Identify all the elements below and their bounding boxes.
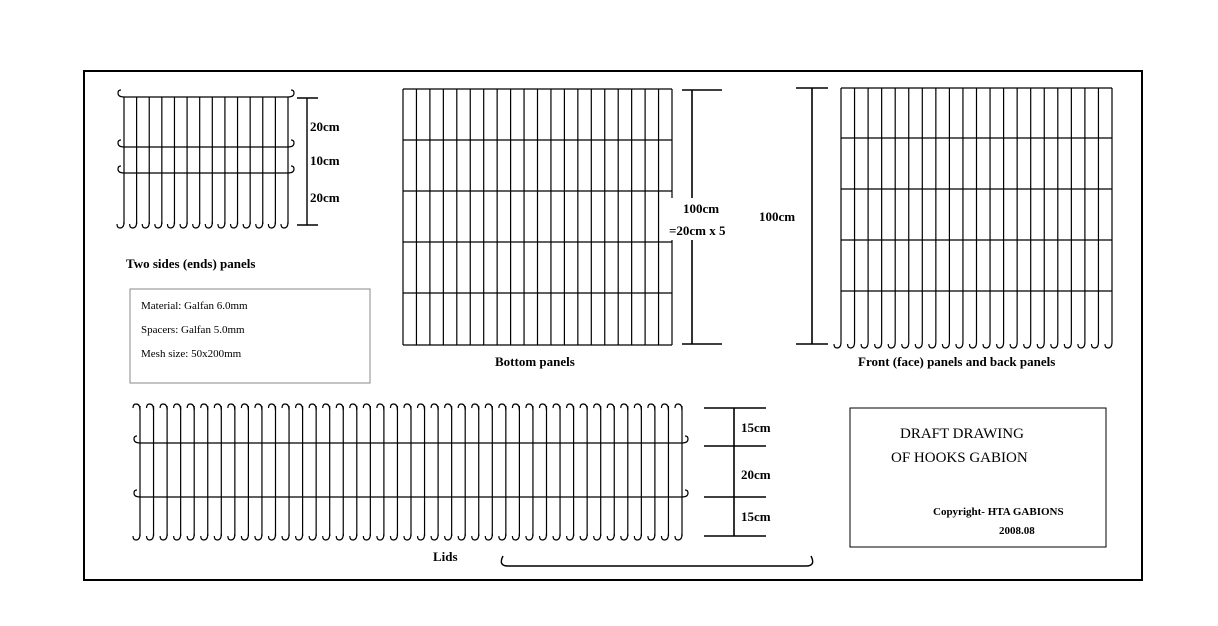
top-hook: [228, 404, 235, 410]
bottom-hook: [888, 342, 895, 348]
top-hook: [147, 404, 154, 410]
bottom-hook: [231, 222, 238, 228]
bottom-hook: [155, 222, 162, 228]
side-hook: [118, 166, 124, 173]
bottom-hook: [902, 342, 909, 348]
bottom-hook: [377, 534, 384, 540]
bottom-hook: [567, 534, 574, 540]
bottom-hook: [418, 534, 425, 540]
bottom-hook: [861, 342, 868, 348]
top-hook: [472, 404, 479, 410]
front-dim: 100cm: [759, 209, 796, 224]
bottom-hook: [1105, 342, 1112, 348]
top-hook: [187, 404, 194, 410]
bottom-hook: [997, 342, 1004, 348]
top-hook: [567, 404, 574, 410]
lids-caption: Lids: [433, 549, 458, 564]
bottom-hook: [956, 342, 963, 348]
bottom-hook: [296, 534, 303, 540]
spacer-bar: [501, 556, 812, 566]
bottom-hook: [218, 222, 225, 228]
top-hook: [296, 404, 303, 410]
top-hook: [458, 404, 465, 410]
top-hook: [282, 404, 289, 410]
bottom-hook: [390, 534, 397, 540]
bottom-hook: [1091, 342, 1098, 348]
side-hook: [682, 490, 688, 497]
top-hook: [241, 404, 248, 410]
bottom-hook: [241, 534, 248, 540]
bottom-panels-caption: Bottom panels: [495, 354, 575, 369]
bottom-hook: [350, 534, 357, 540]
bottom-hook: [499, 534, 506, 540]
bottom-hook: [133, 534, 140, 540]
top-hook: [404, 404, 411, 410]
title-line1: DRAFT DRAWING: [900, 426, 1024, 442]
bottom-hook: [193, 222, 200, 228]
top-hook: [174, 404, 181, 410]
top-hook: [540, 404, 547, 410]
bottom-hook: [205, 222, 212, 228]
bottom-dim-line1: 100cm: [683, 201, 720, 216]
top-hook: [526, 404, 533, 410]
bottom-hook: [255, 534, 262, 540]
bottom-hook: [269, 534, 276, 540]
top-hook: [580, 404, 587, 410]
bottom-hook: [243, 222, 250, 228]
top-hook: [377, 404, 384, 410]
top-hook: [255, 404, 262, 410]
bottom-hook: [363, 534, 370, 540]
bottom-hook: [1064, 342, 1071, 348]
bottom-hook: [942, 342, 949, 348]
title-line2: OF HOOKS GABION: [891, 450, 1028, 466]
bottom-hook: [431, 534, 438, 540]
bottom-hook: [160, 534, 167, 540]
top-hook: [336, 404, 343, 410]
bottom-hook: [1078, 342, 1085, 348]
top-hook: [269, 404, 276, 410]
top-hook: [133, 404, 140, 410]
bottom-hook: [915, 342, 922, 348]
side-hook: [288, 140, 294, 147]
side-hook: [118, 90, 124, 97]
bottom-hook: [661, 534, 668, 540]
side-dim-top: 20cm: [310, 119, 340, 134]
bottom-hook: [970, 342, 977, 348]
lid-mesh: [133, 404, 688, 540]
bottom-hook: [323, 534, 330, 540]
bottom-hook: [142, 222, 149, 228]
bottom-hook: [187, 534, 194, 540]
bottom-dim-line2: =20cm x 5: [669, 223, 726, 238]
copyright: Copyright- HTA GABIONS: [933, 506, 1064, 518]
side-hook: [134, 490, 140, 497]
top-hook: [675, 404, 682, 410]
top-hook: [445, 404, 452, 410]
bottom-hook: [458, 534, 465, 540]
side-hook: [288, 90, 294, 97]
bottom-hook: [268, 222, 275, 228]
bottom-hook: [282, 534, 289, 540]
top-hook: [634, 404, 641, 410]
top-hook: [485, 404, 492, 410]
bottom-hook: [594, 534, 601, 540]
bottom-hook: [214, 534, 221, 540]
side-dim-mid: 10cm: [310, 153, 340, 168]
bottom-hook: [404, 534, 411, 540]
bottom-hook: [309, 534, 316, 540]
bottom-hook: [228, 534, 235, 540]
bottom-hook: [675, 534, 682, 540]
bottom-hook: [1010, 342, 1017, 348]
top-hook: [160, 404, 167, 410]
top-hook: [201, 404, 208, 410]
bottom-hook: [167, 222, 174, 228]
copyright-date: 2008.08: [999, 525, 1035, 537]
bottom-hook: [130, 222, 137, 228]
top-hook: [323, 404, 330, 410]
bottom-hook: [117, 222, 124, 228]
side-hook: [134, 436, 140, 443]
side-hook: [288, 166, 294, 173]
bottom-hook: [875, 342, 882, 348]
top-hook: [309, 404, 316, 410]
bottom-hook: [648, 534, 655, 540]
bottom-hook: [174, 534, 181, 540]
top-hook: [512, 404, 519, 410]
bottom-hook: [256, 222, 263, 228]
top-hook: [594, 404, 601, 410]
bottom-hook: [553, 534, 560, 540]
bottom-hook: [848, 342, 855, 348]
bottom-hook: [1051, 342, 1058, 348]
side-dim-bottom: 20cm: [310, 190, 340, 205]
bottom-hook: [485, 534, 492, 540]
front-panel-dimension: [796, 88, 828, 344]
bottom-hook: [834, 342, 841, 348]
top-hook: [363, 404, 370, 410]
top-hook: [648, 404, 655, 410]
top-hook: [553, 404, 560, 410]
lid-dim-bottom: 15cm: [741, 509, 771, 524]
lid-dim-top: 15cm: [741, 420, 771, 435]
bottom-hook: [147, 534, 154, 540]
bottom-hook: [512, 534, 519, 540]
front-panels-caption: Front (face) panels and back panels: [858, 354, 1056, 369]
bottom-hook: [201, 534, 208, 540]
top-hook: [499, 404, 506, 410]
bottom-hook: [336, 534, 343, 540]
bottom-hook: [983, 342, 990, 348]
side-hook: [682, 436, 688, 443]
bottom-panel-mesh: [403, 89, 672, 345]
side-hook: [118, 140, 124, 147]
bottom-hook: [580, 534, 587, 540]
top-hook: [661, 404, 668, 410]
top-hook: [607, 404, 614, 410]
side-panel-mesh: [117, 90, 294, 228]
top-hook: [214, 404, 221, 410]
top-hook: [418, 404, 425, 410]
bottom-hook: [472, 534, 479, 540]
bottom-hook: [526, 534, 533, 540]
spec-material: Material: Galfan 6.0mm: [141, 300, 248, 312]
spec-spacers: Spacers: Galfan 5.0mm: [141, 324, 245, 336]
bottom-hook: [540, 534, 547, 540]
front-panel-mesh: [834, 88, 1112, 348]
bottom-hook: [607, 534, 614, 540]
top-hook: [621, 404, 628, 410]
bottom-hook: [621, 534, 628, 540]
bottom-hook: [1024, 342, 1031, 348]
bottom-hook: [281, 222, 288, 228]
spec-mesh: Mesh size: 50x200mm: [141, 348, 242, 360]
bottom-hook: [1037, 342, 1044, 348]
bottom-hook: [180, 222, 187, 228]
top-hook: [350, 404, 357, 410]
top-hook: [431, 404, 438, 410]
top-hook: [390, 404, 397, 410]
bottom-hook: [929, 342, 936, 348]
lid-dim-mid: 20cm: [741, 467, 771, 482]
side-panels-caption: Two sides (ends) panels: [126, 256, 256, 271]
bottom-hook: [445, 534, 452, 540]
bottom-hook: [634, 534, 641, 540]
